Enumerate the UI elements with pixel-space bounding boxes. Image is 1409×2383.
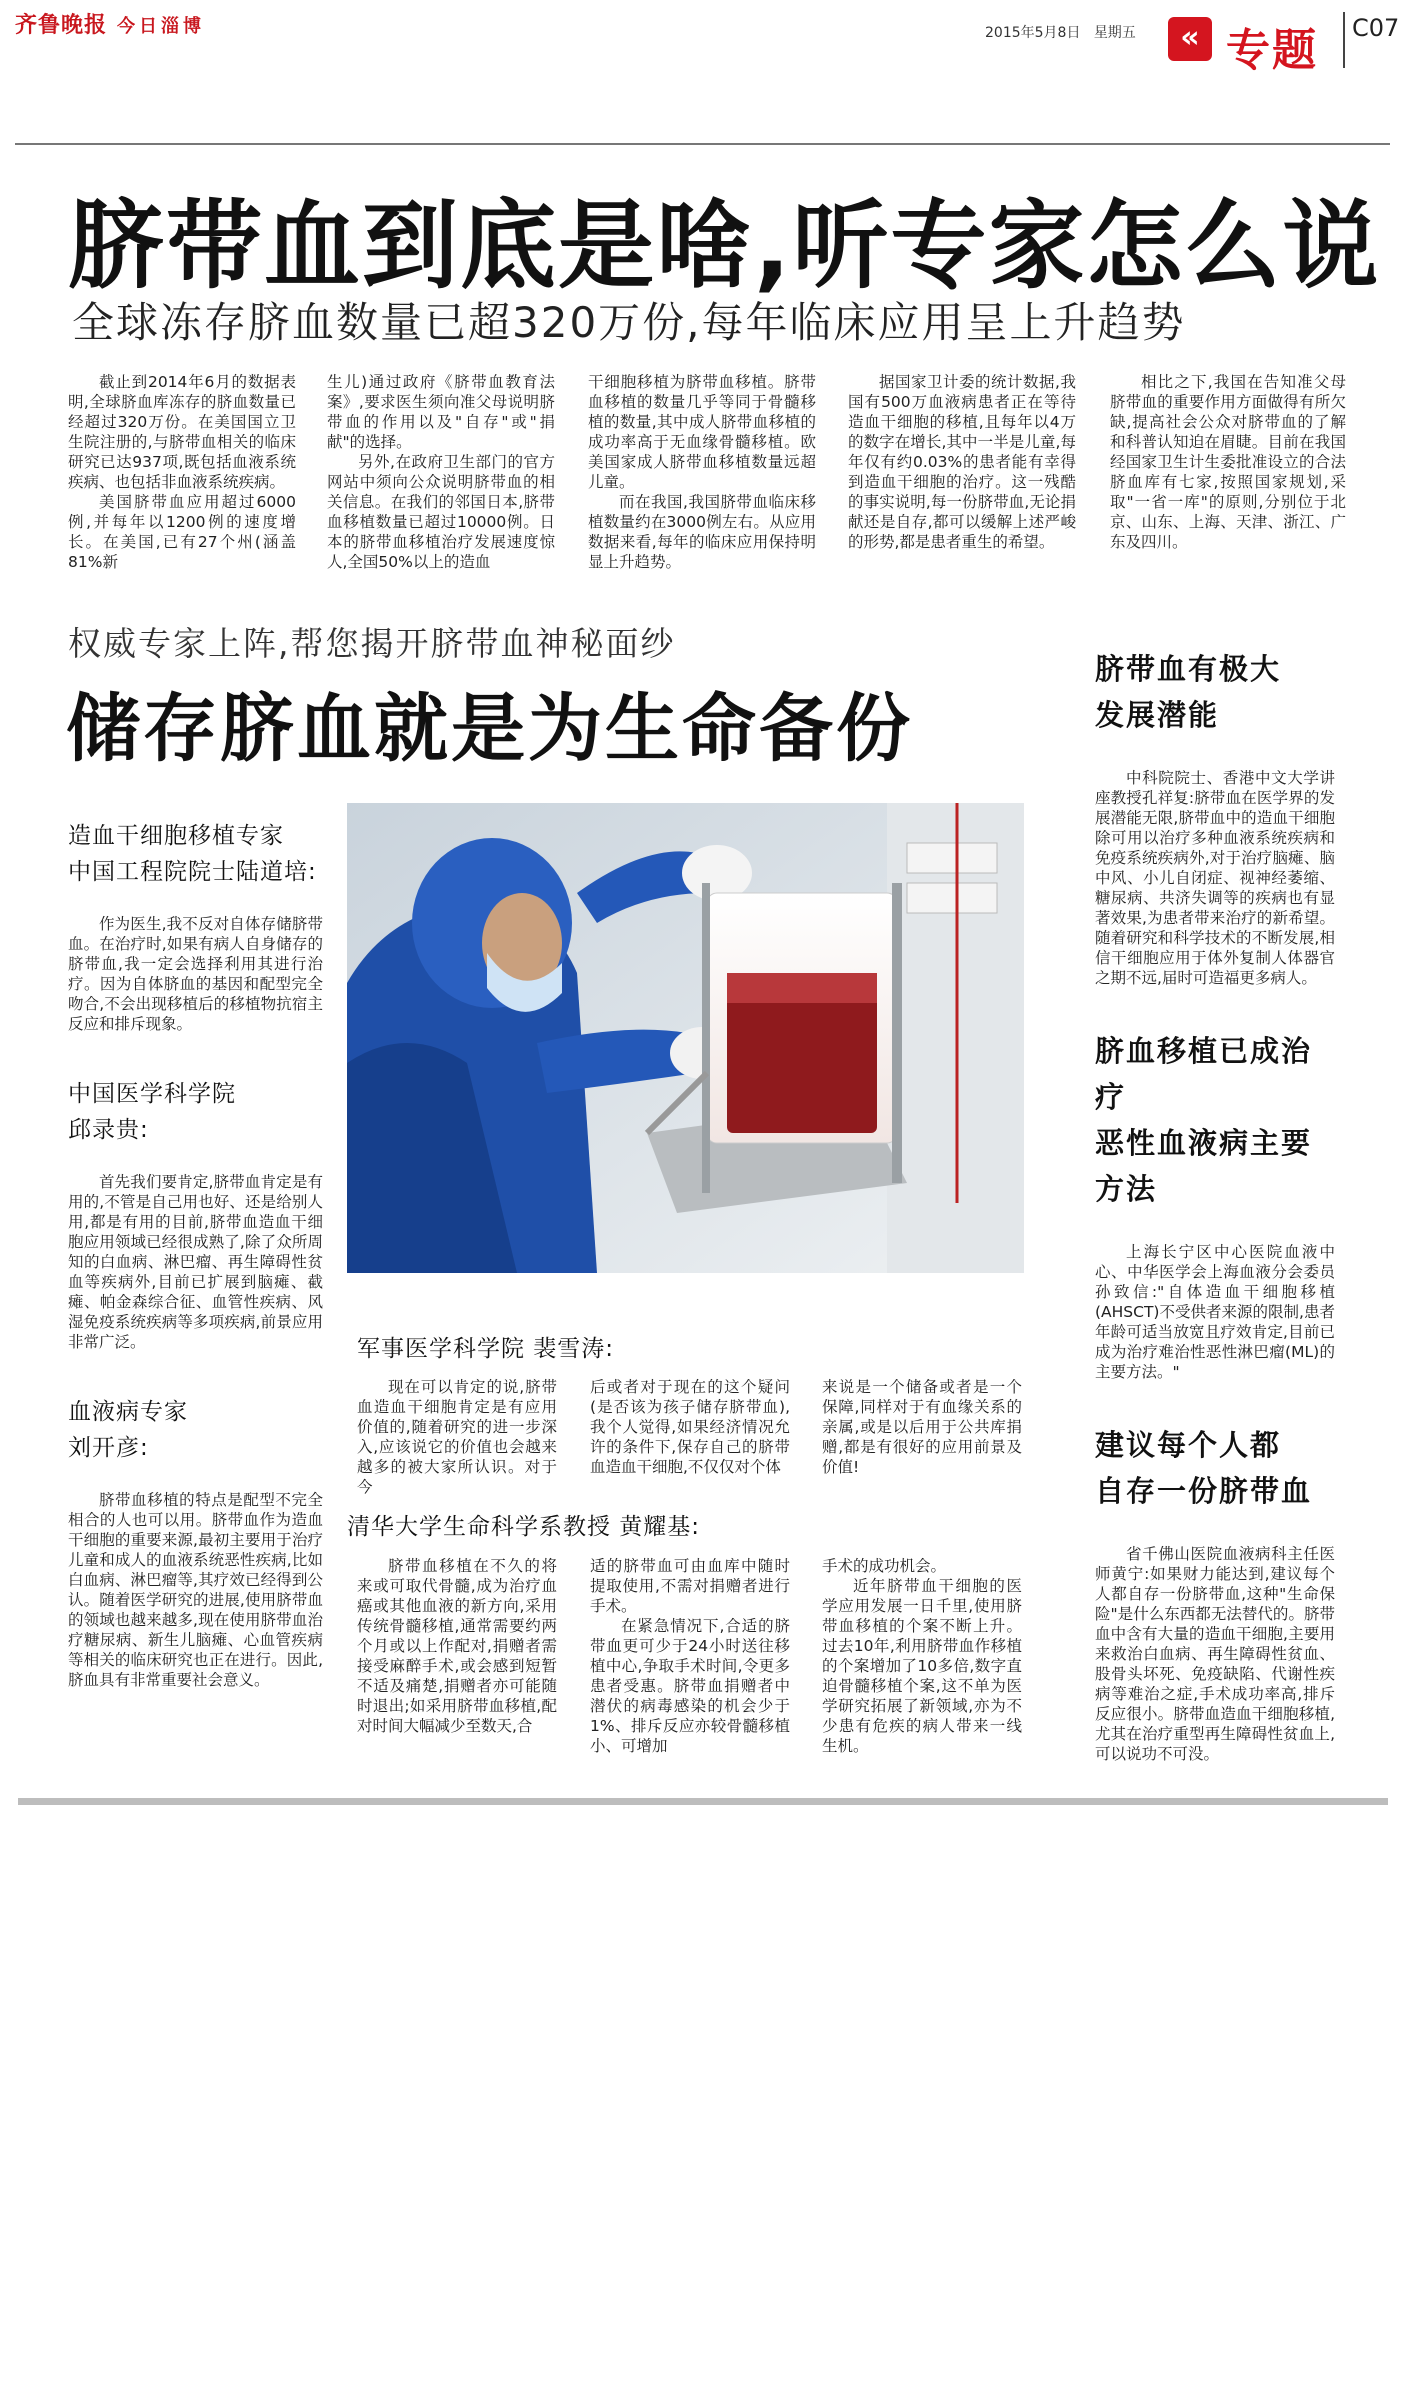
footer-rule bbox=[18, 1798, 1388, 1805]
divider bbox=[1343, 12, 1345, 68]
intro-column-3 bbox=[588, 372, 816, 572]
pei-column-3 bbox=[822, 1377, 1022, 1477]
intro-column-1 bbox=[68, 372, 296, 572]
paragraph: 近年脐带血干细胞的医学应用发展一日千里,使用脐带血移植的个案不断上升。过去10年,利用脐带血作移植的个案增加了10多倍,数字直迫骨髓移植个案,这不单为医学研究拓展了新领域,亦为不少患有危疾的病人带来一线生机。 bbox=[822, 1577, 1022, 1755]
right-column bbox=[1095, 646, 1335, 1764]
issue-date bbox=[985, 22, 1136, 42]
heading-line: 脐血移植已成治疗 bbox=[1095, 1034, 1313, 1114]
expert-name: 刘开彦: bbox=[68, 1435, 149, 1461]
paragraph: 省千佛山医院血液病科主任医师黄宁:如果财力能达到,建议每个人都自存一份脐带血,这种"生命保险"是什么东西都无法替代的。脐带血中含有大量的造血干细胞,主要用来救治白血病、再生障碍性贫血、股骨头坏死、免疫缺陷、代谢性疾病等难治之症,手术成功率高,排斥反应很小。脐带血造血干细胞移植,尤其在治疗重型再生障碍性贫血上,可以说功不可没。 bbox=[1095, 1545, 1335, 1763]
photo-illustration bbox=[347, 803, 1024, 1273]
expert-quote bbox=[68, 914, 323, 1034]
pei-column-1 bbox=[357, 1377, 557, 1497]
intro-column-4 bbox=[848, 372, 1076, 552]
kicker: 权威专家上阵,帮您揭开脐带血神秘面纱 bbox=[68, 624, 676, 663]
double-chevron-left-icon: « bbox=[1168, 17, 1212, 61]
main-subhead: 全球冻存脐血数量已超320万份,每年临床应用呈上升趋势 bbox=[72, 298, 1186, 347]
huang-column-1 bbox=[357, 1556, 557, 1736]
section-heading bbox=[1095, 1422, 1335, 1514]
date-text: 2015年5月8日 bbox=[985, 25, 1081, 41]
section-title: 专题 bbox=[1226, 25, 1318, 76]
paragraph: 中科院院士、香港中文大学讲座教授孔祥复:脐带血在医学界的发展潜能无限,脐带血中的造血干细胞除可用以治疗多种血液系统疾病和免疫系统疾病外,对于治疗脑瘫、脑中风、小儿自闭症、视神经萎缩、糖尿病、共济失调等的疾病也有显著效果,为患者带来治疗的新希望。随着研究和科学技术的不断发展,相信干细胞应用于体外复制人体器官之期不远,届时可造福更多病人。 bbox=[1095, 769, 1335, 987]
paragraph: 手术的成功机会。 bbox=[822, 1557, 947, 1575]
huang-column-2 bbox=[590, 1556, 790, 1756]
second-headline: 储存脐血就是为生命备份 bbox=[66, 686, 913, 772]
expert-name: 中国工程院院士陆道培: bbox=[68, 859, 317, 885]
section-text bbox=[1095, 1242, 1335, 1382]
paragraph: 而在我国,我国脐带血临床移植数量约在3000例左右。从应用数据来看,每年的临床应用保持明显上升趋势。 bbox=[588, 493, 816, 571]
paragraph: 在紧急情况下,合适的脐带血更可少于24小时送往移植中心,争取手术时间,令更多患者受惠。脐带血捐赠者中潜伏的病毒感染的机会少于1%、排斥反应亦较骨髓移植小、可增加 bbox=[590, 1617, 790, 1755]
expert-quote bbox=[68, 1172, 323, 1352]
paragraph: 生儿)通过政府《脐带血教育法案》,要求医生须向准父母说明脐带血的作用以及"自存"或"捐献"的选择。 bbox=[327, 373, 555, 451]
left-column bbox=[68, 818, 323, 1690]
expert-name: 邱录贵: bbox=[68, 1117, 149, 1143]
section-text bbox=[1095, 768, 1335, 988]
expert-heading-pei: 军事医学科学院 裴雪涛: bbox=[357, 1336, 615, 1362]
paragraph: 美国脐带血应用超过6000例,并每年以1200例的速度增长。在美国,已有27个州(涵盖81%新 bbox=[68, 493, 296, 571]
weekday-text: 星期五 bbox=[1093, 25, 1136, 41]
expert-title: 血液病专家 bbox=[68, 1399, 188, 1425]
expert-heading-huang: 清华大学生命科学系教授 黄耀基: bbox=[347, 1514, 701, 1540]
edition-name: 今日淄博 bbox=[117, 16, 206, 37]
paragraph: 相比之下,我国在告知准父母脐带血的重要作用方面做得有所欠缺,提高社会公众对脐带血的了解和科普认知迫在眉睫。目前在我国经国家卫生计生委批准设立的合法脐血库有七家,按照国家规划,采取"一省一库"的原则,分别位于北京、山东、上海、天津、浙江、广东及四川。 bbox=[1110, 373, 1346, 551]
page-number: C07 bbox=[1352, 14, 1400, 42]
paragraph: 首先我们要肯定,脐带血肯定是有用的,不管是自己用也好、还是给别人用,都是有用的目前,脐带血造血干细胞应用领域已经很成熟了,除了众所周知的白血病、淋巴瘤、再生障碍性贫血等疾病外,目前已扩展到脑瘫、截瘫、帕金森综合征、血管性疾病、风湿免疫系统疾病等多项疾病,前景应用非常广泛。 bbox=[68, 1173, 323, 1351]
intro-column-5 bbox=[1110, 372, 1346, 552]
header-rule bbox=[15, 143, 1390, 145]
paragraph: 上海长宁区中心医院血液中心、中华医学会上海血液分会委员孙致信:"自体造血干细胞移植(AHSCT)不受供者来源的限制,患者年龄可适当放宽且疗效肯定,目前已成为治疗难治性恶性淋巴瘤(ML)的主要方法。" bbox=[1095, 1243, 1335, 1381]
paragraph: 脐带血移植的特点是配型不完全相合的人也可以用。脐带血作为造血干细胞的重要来源,最初主要用于治疗儿童和成人的血液系统恶性疾病,比如白血病、淋巴瘤等,其疗效已经得到公认。随着医学研究的进展,使用脐带血的领域也越来越多,现在使用脐带血治疗糖尿病、新生儿脑瘫、心血管疾病等相关的临床研究也正在进行。因此,脐血具有非常重要社会意义。 bbox=[68, 1491, 323, 1689]
pei-column-2 bbox=[590, 1377, 790, 1477]
section-heading bbox=[1095, 646, 1335, 738]
paragraph: 脐带血移植在不久的将来或可取代骨髓,成为治疗血癌或其他血液的新方向,采用传统骨髓移植,通常需要约两个月或以上作配对,捐赠者需接受麻醉手术,或会感到短暂不适及痛楚,捐赠者亦可能随时退出;如采用脐带血移植,配对时间大幅减少至数天,合 bbox=[357, 1557, 557, 1735]
paragraph: 现在可以肯定的说,脐带血造血干细胞肯定是有应用价值的,随着研究的进一步深入,应该说它的价值也会越来越多的被大家所认识。对于今 bbox=[357, 1378, 557, 1496]
paragraph: 作为医生,我不反对自体存储脐带血。在治疗时,如果有病人自身储存的脐带血,我一定会选择利用其进行治疗。因为自体脐血的基因和配型完全吻合,不会出现移植后的移植物抗宿主反应和排斥现象。 bbox=[68, 915, 323, 1033]
paragraph: 干细胞移植为脐带血移植。脐带血移植的数量几乎等同于骨髓移植的数量,其中成人脐带血移植的成功率高于无血缘骨髓移植。欧美国家成人脐带血移植数量远超儿童。 bbox=[588, 373, 816, 491]
huang-column-3 bbox=[822, 1556, 1022, 1756]
expert-quote bbox=[68, 1490, 323, 1690]
section-label bbox=[1168, 12, 1343, 76]
lab-technician-photo bbox=[347, 803, 1024, 1273]
paragraph: 另外,在政府卫生部门的官方网站中须向公众说明脐带血的相关信息。在我们的邻国日本,脐带血移植数量已超过10000例。日本的脐带血移植治疗发展速度惊人,全国50%以上的造血 bbox=[327, 453, 555, 571]
paper-name: 齐鲁晚报 bbox=[15, 12, 108, 38]
intro-column-2 bbox=[327, 372, 555, 572]
heading-line: 建议每个人都 bbox=[1095, 1428, 1282, 1462]
heading-line: 脐带血有极大 bbox=[1095, 652, 1282, 686]
paragraph: 后或者对于现在的这个疑问(是否该为孩子储存脐带血),我个人觉得,如果经济情况允许的条件下,保存自己的脐带血造血干细胞,不仅仅对个体 bbox=[590, 1378, 790, 1476]
main-headline: 脐带血到底是啥,听专家怎么说 bbox=[68, 190, 1381, 302]
paragraph: 据国家卫计委的统计数据,我国有500万血液病患者正在等待造血干细胞的移植,且每年以4万的数字在增长,其中一半是儿童,每年仅有约0.03%的患者能有幸得到造血干细胞的治疗。这一残酷的事实说明,每一份脐带血,无论捐献还是自存,都可以缓解上述严峻的形势,都是患者重生的希望。 bbox=[848, 373, 1076, 551]
newspaper-masthead bbox=[15, 8, 205, 39]
heading-line: 自存一份脐带血 bbox=[1095, 1474, 1313, 1508]
paragraph: 适的脐带血可由血库中随时提取使用,不需对捐赠者进行手术。 bbox=[590, 1557, 790, 1615]
section-text bbox=[1095, 1544, 1335, 1764]
heading-line: 恶性血液病主要方法 bbox=[1095, 1126, 1313, 1206]
expert-title: 中国医学科学院 bbox=[68, 1081, 236, 1107]
section-heading bbox=[1095, 1028, 1335, 1212]
paragraph: 截止到2014年6月的数据表明,全球脐血库冻存的脐血数量已经超过320万份。在美国国立卫生院注册的,与脐带血相关的临床研究已达937项,既包括血液系统疾病、也包括非血液系统疾病。 bbox=[68, 373, 296, 491]
expert-title: 造血干细胞移植专家 bbox=[68, 823, 284, 849]
heading-line: 发展潜能 bbox=[1095, 698, 1220, 732]
paragraph: 来说是一个储备或者是一个保障,同样对于有血缘关系的亲属,或是以后用于公共库捐赠,都是有很好的应用前景及价值! bbox=[822, 1378, 1022, 1476]
